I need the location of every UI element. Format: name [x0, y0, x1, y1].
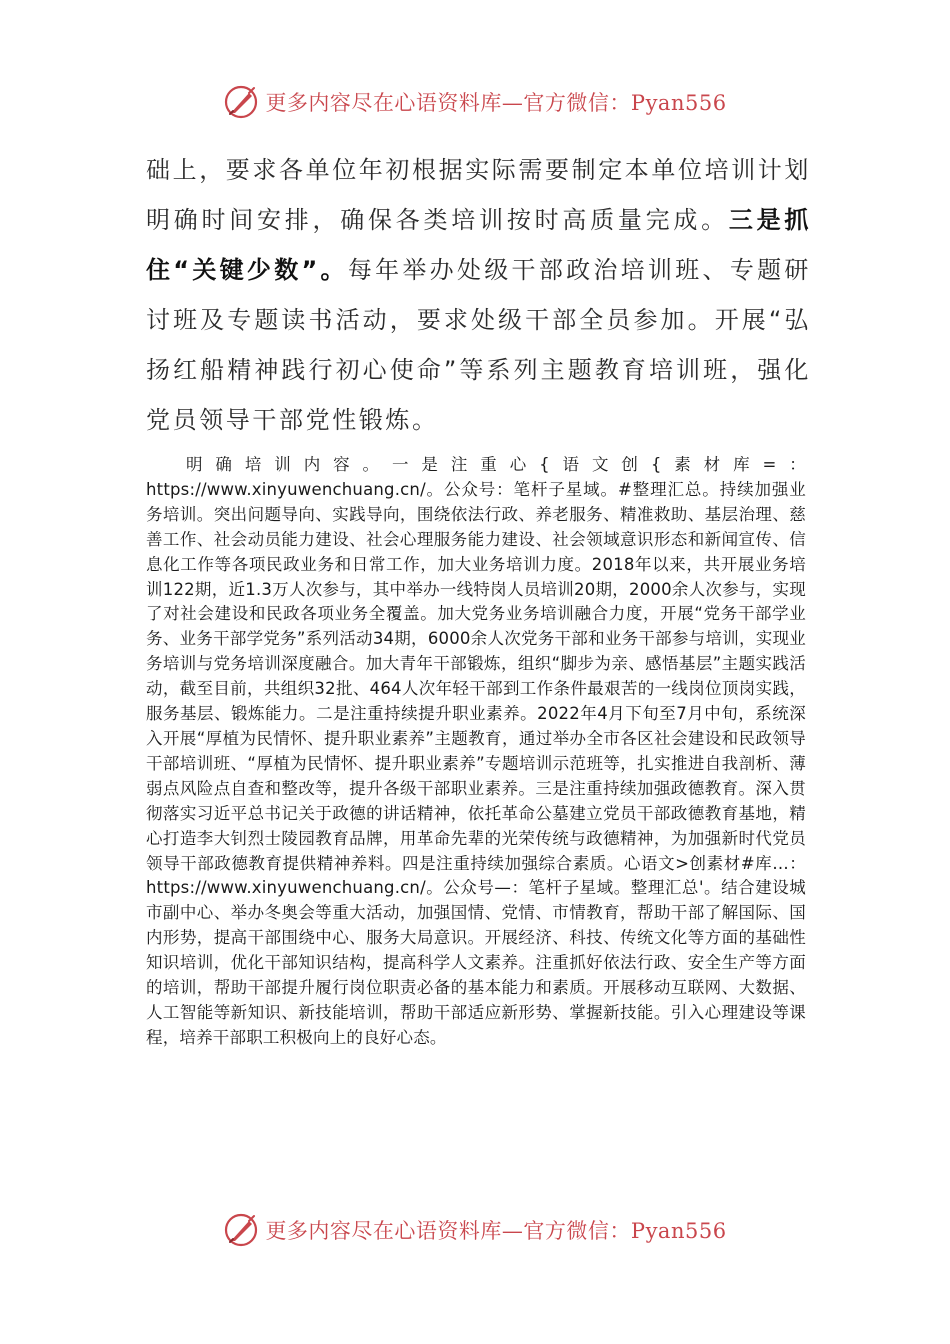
quill-pen-logo-icon — [223, 1212, 259, 1248]
lead-paragraph — [146, 145, 811, 445]
body-paragraph: 明确培训内容。一是注重心{语文创{素材库=：https://www.xinyuwenchuang.cn/。公众号：笔杆子星域。#整理汇总。持续加强业务培训。突出问题导向、实践导向，围绕依法行政、养老服务、精准救助、基层治理、慈善工作、社会动员能力建设、社会心理服务能力建设、社会领域意识形态和新闻宣传、信息化工作等各项民政业务和日常工作，加大业务培训力度。2018年以来，共开展业务培训122期，近1.3万人次参与，其中举办一线特岗人员培训20期，2000余人次参与，实现了对社会建设和民政各项业务全覆盖。加大党务业务培训融合力度，开展“党务干部学业务、业务干部学党务”系列活动34期，6000余人次党务干部和业务干部参与培训，实现业务培训与党务培训深度融合。加大青年干部锻炼，组织“脚步为亲、感悟基层”主题实践活动，截至目前，共组织32批、464人次年轻干部到工作条件最艰苦的一线岗位顶岗实践，服务基层、锻炼能力。二是注重持续提升职业素养。2022年4月下旬至7月中旬，系统深入开展“厚植为民情怀、提升职业素养”主题教育，通过举办全市各区社会建设和民政领导干部培训班、“厚植为民情怀、提升职业素养”专题培训示范班等，扎实推进自我剖析、薄弱点风险点自查和整改等，提升各级干部职业素养。三是注重持续加强政德教育。深入贯彻落实习近平总书记关于政德的讲话精神，依托革命公墓建立党员干部政德教育基地，精心打造李大钊烈士陵园教育品牌，用革命先辈的光荣传统与政德精神，为加强新时代党员领导干部政德教育提供精神养料。四是注重持续加强综合素质。心语文>创素材#库…：https://www.xinyuwenchuang.cn/。公众号—：笔杆子星域。整理汇总'。结合建设城市副中心、举办冬奥会等重大活动，加强国情、党情、市情教育，帮助干部了解国际、国内形势，提高干部围绕中心、服务大局意识。开展经济、科技、传统文化等方面的基础性知识培训，优化干部知识结构，提高科学人文素养。注重抓好依法行政、安全生产等方面的培训，帮助干部提升履行岗位职责必备的基本能力和素质。开展移动互联网、大数据、人工智能等新知识、新技能培训，帮助干部适应新形势、掌握新技能。引入心理建设等课程，培养干部职工积极向上的良好心态。 — [146, 455, 806, 1047]
header-banner-text: 更多内容尽在心语资料库—官方微信：Pyan556 — [265, 91, 727, 115]
lead-bold-heading: 三是抓住“关键少数”。 — [146, 206, 811, 284]
header-banner — [0, 82, 950, 122]
lead-text-part2: 每年举办处级干部政治培训班、专题研讨班及专题读书活动，要求处级干部全员参加。开展“弘扬红船精神践行初心使命”等系列主题教育培训班，强化党员领导干部党性锻炼。 — [146, 256, 811, 434]
footer-banner-text: 更多内容尽在心语资料库—官方微信：Pyan556 — [265, 1219, 727, 1243]
footer-banner — [0, 1210, 950, 1250]
quill-pen-logo-icon — [223, 84, 259, 120]
lead-text-part1: 础上，要求各单位年初根据实际需要制定本单位培训计划明确时间安排，确保各类培训按时高质量完成。 — [146, 156, 811, 234]
